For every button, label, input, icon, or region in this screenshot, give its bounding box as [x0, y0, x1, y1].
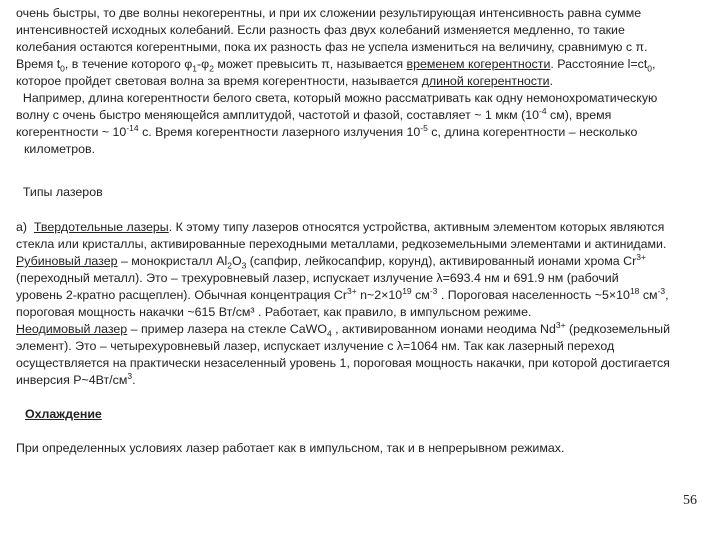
p2-line-1: Например, длина когерентности белого света, который можно рассматривать как одну немонохроматическую: [16, 91, 658, 105]
text: , активированном ионами неодима Nd: [331, 322, 556, 336]
text: (редкоземельный: [565, 322, 670, 336]
superscript: 19: [402, 285, 412, 296]
p1-line-1: очень быстры, то две волны некогерентны, и при их сложении результирующая интенсивность равна сумме: [16, 6, 642, 20]
text: . Пороговая населенность ~5×10: [437, 288, 630, 302]
p3-line-2: стекла или кристаллы, активированные переходными металлами, редкоземельными элементами и актинидами.: [16, 237, 667, 251]
superscript: 3: [127, 370, 133, 381]
superscript: 3+: [636, 251, 646, 262]
subscript: 0: [647, 63, 653, 74]
text: см), время: [546, 108, 612, 122]
superscript: 3+: [555, 319, 566, 330]
text: см: [411, 288, 430, 302]
text: .: [132, 373, 136, 387]
p3-line-6: пороговая мощность накачки ~615 Вт/см³ . Работает, как правило, в импульсном режиме.: [16, 305, 532, 319]
section-heading-cooling: Охлаждение: [25, 407, 102, 421]
p1-line-5: [16, 73, 553, 90]
text: n~2×10: [356, 288, 403, 302]
subscript: 4: [326, 328, 332, 339]
p1-line-3: колебания остаются когерентными, пока их разность фаз не успела измениться на величину, сравнимую с π.: [16, 40, 648, 54]
text: ,: [652, 57, 656, 71]
p3-line-8: элемент). Это – четырехуровневый лазер, испускает излучение с λ=1064 нм. Так как лазерный переход: [16, 339, 615, 353]
text: ,: [665, 288, 669, 302]
text: .: [549, 74, 554, 88]
text: см: [639, 288, 658, 302]
p1-line-2: интенсивностей исходных колебаний. Если разность фаз двух колебаний изменяется медленно, то такие: [16, 23, 625, 37]
text: может превысить π, называется: [213, 57, 407, 71]
term-coherence-time: временем когерентности: [406, 57, 551, 71]
p2-line-3: [16, 124, 637, 141]
p2-line-4: километров.: [24, 142, 96, 156]
page-number: 56: [683, 493, 697, 508]
superscript: -3: [657, 285, 666, 296]
text: волну с очень быстро меняющейся амплитудой, частотой и фазой, составляет ~ 1 мкм (10: [16, 108, 540, 122]
text: с. Время когерентности лазерного излучения 10: [138, 125, 421, 139]
p3-line-10: [16, 372, 136, 389]
term-ruby-laser: Рубиновый лазер: [16, 254, 118, 268]
subscript: 3: [241, 260, 247, 271]
text: . К этому типу лазеров относятся устройства, активным элементом которых являются: [168, 220, 665, 234]
superscript: -3: [429, 285, 438, 296]
subscript: 2: [209, 63, 214, 74]
p3-line-5: [16, 287, 669, 304]
text: – пример лазера на стекле CaWO: [127, 322, 327, 336]
p4-line-1: При определенных условиях лазер работает как в импульсном, так и в непрерывном режимах.: [16, 441, 565, 455]
text: уровень 2-кратно расщеплен). Обычная концентрация Cr: [16, 288, 347, 302]
text: Время t: [16, 57, 61, 71]
subscript: 2: [227, 260, 232, 271]
text: – монокристалл Al: [117, 254, 228, 268]
text: =693.4 нм и 691.9 нм (рабочий: [442, 271, 619, 285]
section-heading-laser-types: Типы лазеров: [16, 185, 103, 199]
p3-line-9: осуществляется на практически незаселенный уровень 1, пороговая мощность накачки, при которой достигается: [16, 356, 670, 370]
subscript: 1: [192, 63, 198, 74]
p3-line-7: [16, 321, 670, 338]
text: а): [16, 220, 34, 234]
text: когерентности ~ 10: [16, 125, 127, 139]
term-solid-state-lasers: Твердотельные лазеры: [33, 220, 169, 234]
text: O: [231, 254, 242, 268]
term-neodymium-laser: Неодимовый лазер: [16, 322, 128, 336]
p3-line-4: [16, 270, 619, 287]
subscript: 0: [60, 63, 65, 74]
p2-line-2: [16, 107, 611, 124]
superscript: -5: [420, 122, 428, 133]
term-coherence-length: длиной когерентности: [421, 74, 550, 88]
superscript: 18: [629, 285, 640, 296]
text: (переходный металл). Это – трехуровневый лазер, испускает излучение λ: [16, 271, 443, 285]
text: инверсия P~4Вт/см: [16, 373, 128, 387]
superscript: -4: [539, 105, 547, 116]
p3-line-3: [16, 253, 646, 270]
text: . Расстояние l=ct: [550, 57, 648, 71]
text: (сапфир, лейкосапфир, корунд), активированный ионами хрома Cr: [246, 254, 637, 268]
text: -φ: [197, 57, 210, 71]
text: , в течение которого φ: [64, 57, 193, 71]
p1-line-4: [16, 56, 655, 73]
superscript: 3+: [347, 285, 357, 296]
superscript: -14: [126, 122, 139, 133]
text: которое пройдет световая волна за время когерентности, называется: [16, 74, 422, 88]
text: с, длина когерентности – несколько: [427, 125, 638, 139]
p3-line-1: [16, 219, 664, 236]
